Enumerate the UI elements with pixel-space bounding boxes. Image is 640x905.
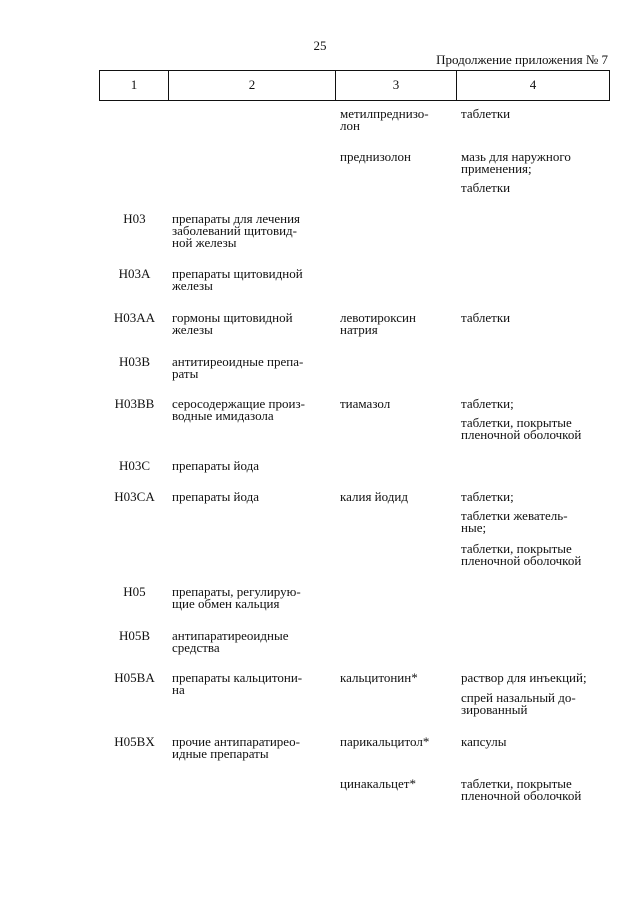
table-cell-group: препараты кальцитони- на: [172, 670, 303, 697]
table-cell-form: спрей назальный до- зированный: [461, 690, 576, 717]
table-cell-group: препараты йода: [172, 458, 260, 473]
table-cell-form: таблетки, покрытые пленочной оболочкой: [461, 415, 582, 442]
table-cell-group: препараты, регулирую- щие обмен кальция: [172, 584, 301, 611]
table-cell-code: H05: [123, 584, 146, 599]
table-cell-drug: левотироксин натрия: [340, 310, 416, 337]
table-cell-group: серосодержащие произ- водные имидазола: [172, 396, 305, 423]
table-cell-group: препараты щитовидной железы: [172, 266, 303, 293]
table-cell-group: прочие антипаратиреo- идные препараты: [172, 734, 300, 761]
table-cell-form: мазь для наружного применения;: [461, 149, 571, 176]
table-cell-drug: кальцитонин*: [340, 670, 418, 685]
table-cell-form: таблетки: [461, 180, 511, 195]
table-cell-code: H05BA: [114, 670, 155, 685]
table-cell-code: H03AA: [113, 310, 156, 325]
page-number: 25: [313, 38, 327, 53]
table-cell-code: H03A: [118, 266, 151, 281]
table-cell-group: антитиреоидные препа- раты: [172, 354, 304, 381]
table-cell-drug: цинакальцет*: [340, 776, 416, 791]
table-cell-code: H03C: [118, 458, 151, 473]
table-cell-group: препараты йода: [172, 489, 260, 504]
table-cell-drug: метилпреднизо- лон: [340, 106, 429, 133]
table-cell-form: таблетки: [461, 310, 511, 325]
table-cell-form: раствор для инъекций;: [461, 670, 587, 685]
table-cell-code: H03BB: [114, 396, 155, 411]
table-cell-code: H03: [123, 211, 146, 226]
table-cell-code: H03CA: [114, 489, 155, 504]
table-cell-group: гормоны щитовидной железы: [172, 310, 293, 337]
table-cell-code: H05BX: [114, 734, 155, 749]
table-cell-form: таблетки, покрытые пленочной оболочкой: [461, 541, 582, 568]
table-cell-drug: калия йодид: [340, 489, 408, 504]
table-cell-form: таблетки;: [461, 489, 514, 504]
table-cell-drug: парикальцитол*: [340, 734, 430, 749]
table-cell-group: антипаратиреоидные средства: [172, 628, 289, 655]
table-cell-drug: преднизолон: [340, 149, 411, 164]
header-col-2: 2: [169, 71, 336, 100]
table-cell-form: таблетки;: [461, 396, 514, 411]
table-cell-code: H03B: [118, 354, 151, 369]
table-cell-code: H05B: [118, 628, 151, 643]
table-cell-form: капсулы: [461, 734, 507, 749]
table-cell-drug: тиамазол: [340, 396, 391, 411]
table-cell-form: таблетки жеватель- ные;: [461, 508, 568, 535]
table-cell-group: препараты для лечения заболеваний щитовид- ной железы: [172, 211, 301, 250]
header-col-1: 1: [100, 71, 169, 100]
header-col-3: 3: [336, 71, 457, 100]
table-cell-form: таблетки: [461, 106, 511, 121]
continuation-label: Продолжение приложения № 7: [436, 52, 608, 67]
header-col-4: 4: [529, 77, 537, 92]
table-cell-form: таблетки, покрытые пленочной оболочкой: [461, 776, 582, 803]
